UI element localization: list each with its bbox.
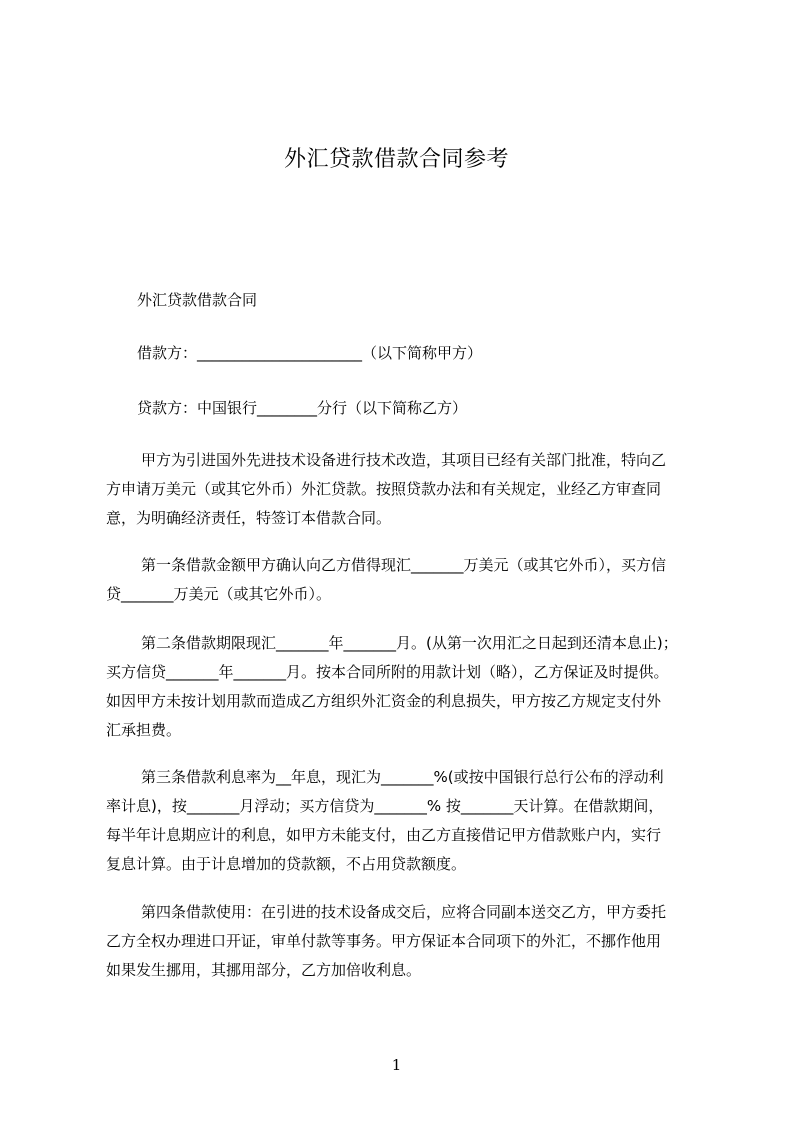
paragraph-line: 方申请万美元（或其它外币）外汇贷款。按照贷款办法和有关规定，业经乙方审查同 bbox=[106, 480, 662, 498]
article-2-paragraph bbox=[106, 629, 678, 745]
paragraph-line: 乙方全权办理进口开证，审单付款等事务。甲方保证本合同项下的外汇，不挪作他用 bbox=[106, 932, 662, 950]
paragraph-line: 复息计算。由于计息增加的贷款额，不占用贷款额度。 bbox=[106, 855, 467, 873]
paragraph-line: 买方信贷_______年_______月。按本合同所附的用款计划（略），乙方保证及时提供。 bbox=[106, 663, 669, 681]
paragraph-line: 第一条借款金额甲方确认向乙方借得现汇_______万美元（或其它外币），买方信 bbox=[141, 556, 667, 574]
article-4-paragraph bbox=[106, 898, 666, 985]
paragraph-line: 意，为明确经济责任，特签订本借款合同。 bbox=[106, 509, 392, 527]
paragraph-line: 每半年计息期应计的利息，如甲方未能支付，由乙方直接借记甲方借款账户内，实行 bbox=[106, 826, 662, 844]
document-title: 外汇贷款借款合同参考 bbox=[283, 147, 509, 172]
contract-subtitle: 外汇贷款借款合同 bbox=[137, 291, 258, 309]
paragraph-line: 如因甲方未按计划用款而造成乙方组织外汇资金的利息损失，甲方按乙方规定支付外 bbox=[106, 692, 662, 710]
paragraph-line: 第三条借款利息率为__年息，现汇为_______%(或按中国银行总行公布的浮动利 bbox=[141, 768, 664, 786]
intro-paragraph bbox=[106, 446, 666, 533]
paragraph-line: 第四条借款使用：在引进的技术设备成交后，应将合同副本送交乙方，甲方委托 bbox=[141, 903, 667, 921]
article-3-paragraph bbox=[106, 763, 664, 879]
paragraph-line: 甲方为引进国外先进技术设备进行技术改造，其项目已经有关部门批准，特向乙 bbox=[141, 451, 667, 469]
paragraph-line: 贷_______万美元（或其它外币）。 bbox=[106, 585, 332, 603]
borrower-line: 借款方：______________________（以下简称甲方） bbox=[137, 344, 483, 362]
paragraph-line: 第二条借款期限现汇_______年_______月。(从第一次用汇之日起到还清本息止)； bbox=[141, 634, 678, 652]
lender-line: 贷款方：中国银行________分行（以下简称乙方） bbox=[137, 399, 468, 417]
paragraph-line: 率计息)，按_______月浮动；买方信贷为_______% 按_______天计算。在借款期间， bbox=[106, 797, 664, 815]
paragraph-line: 汇承担费。 bbox=[106, 721, 182, 739]
page-number: 1 bbox=[391, 1056, 402, 1074]
article-1-paragraph bbox=[106, 551, 666, 609]
paragraph-line: 如果发生挪用，其挪用部分，乙方加倍收利息。 bbox=[106, 961, 422, 979]
